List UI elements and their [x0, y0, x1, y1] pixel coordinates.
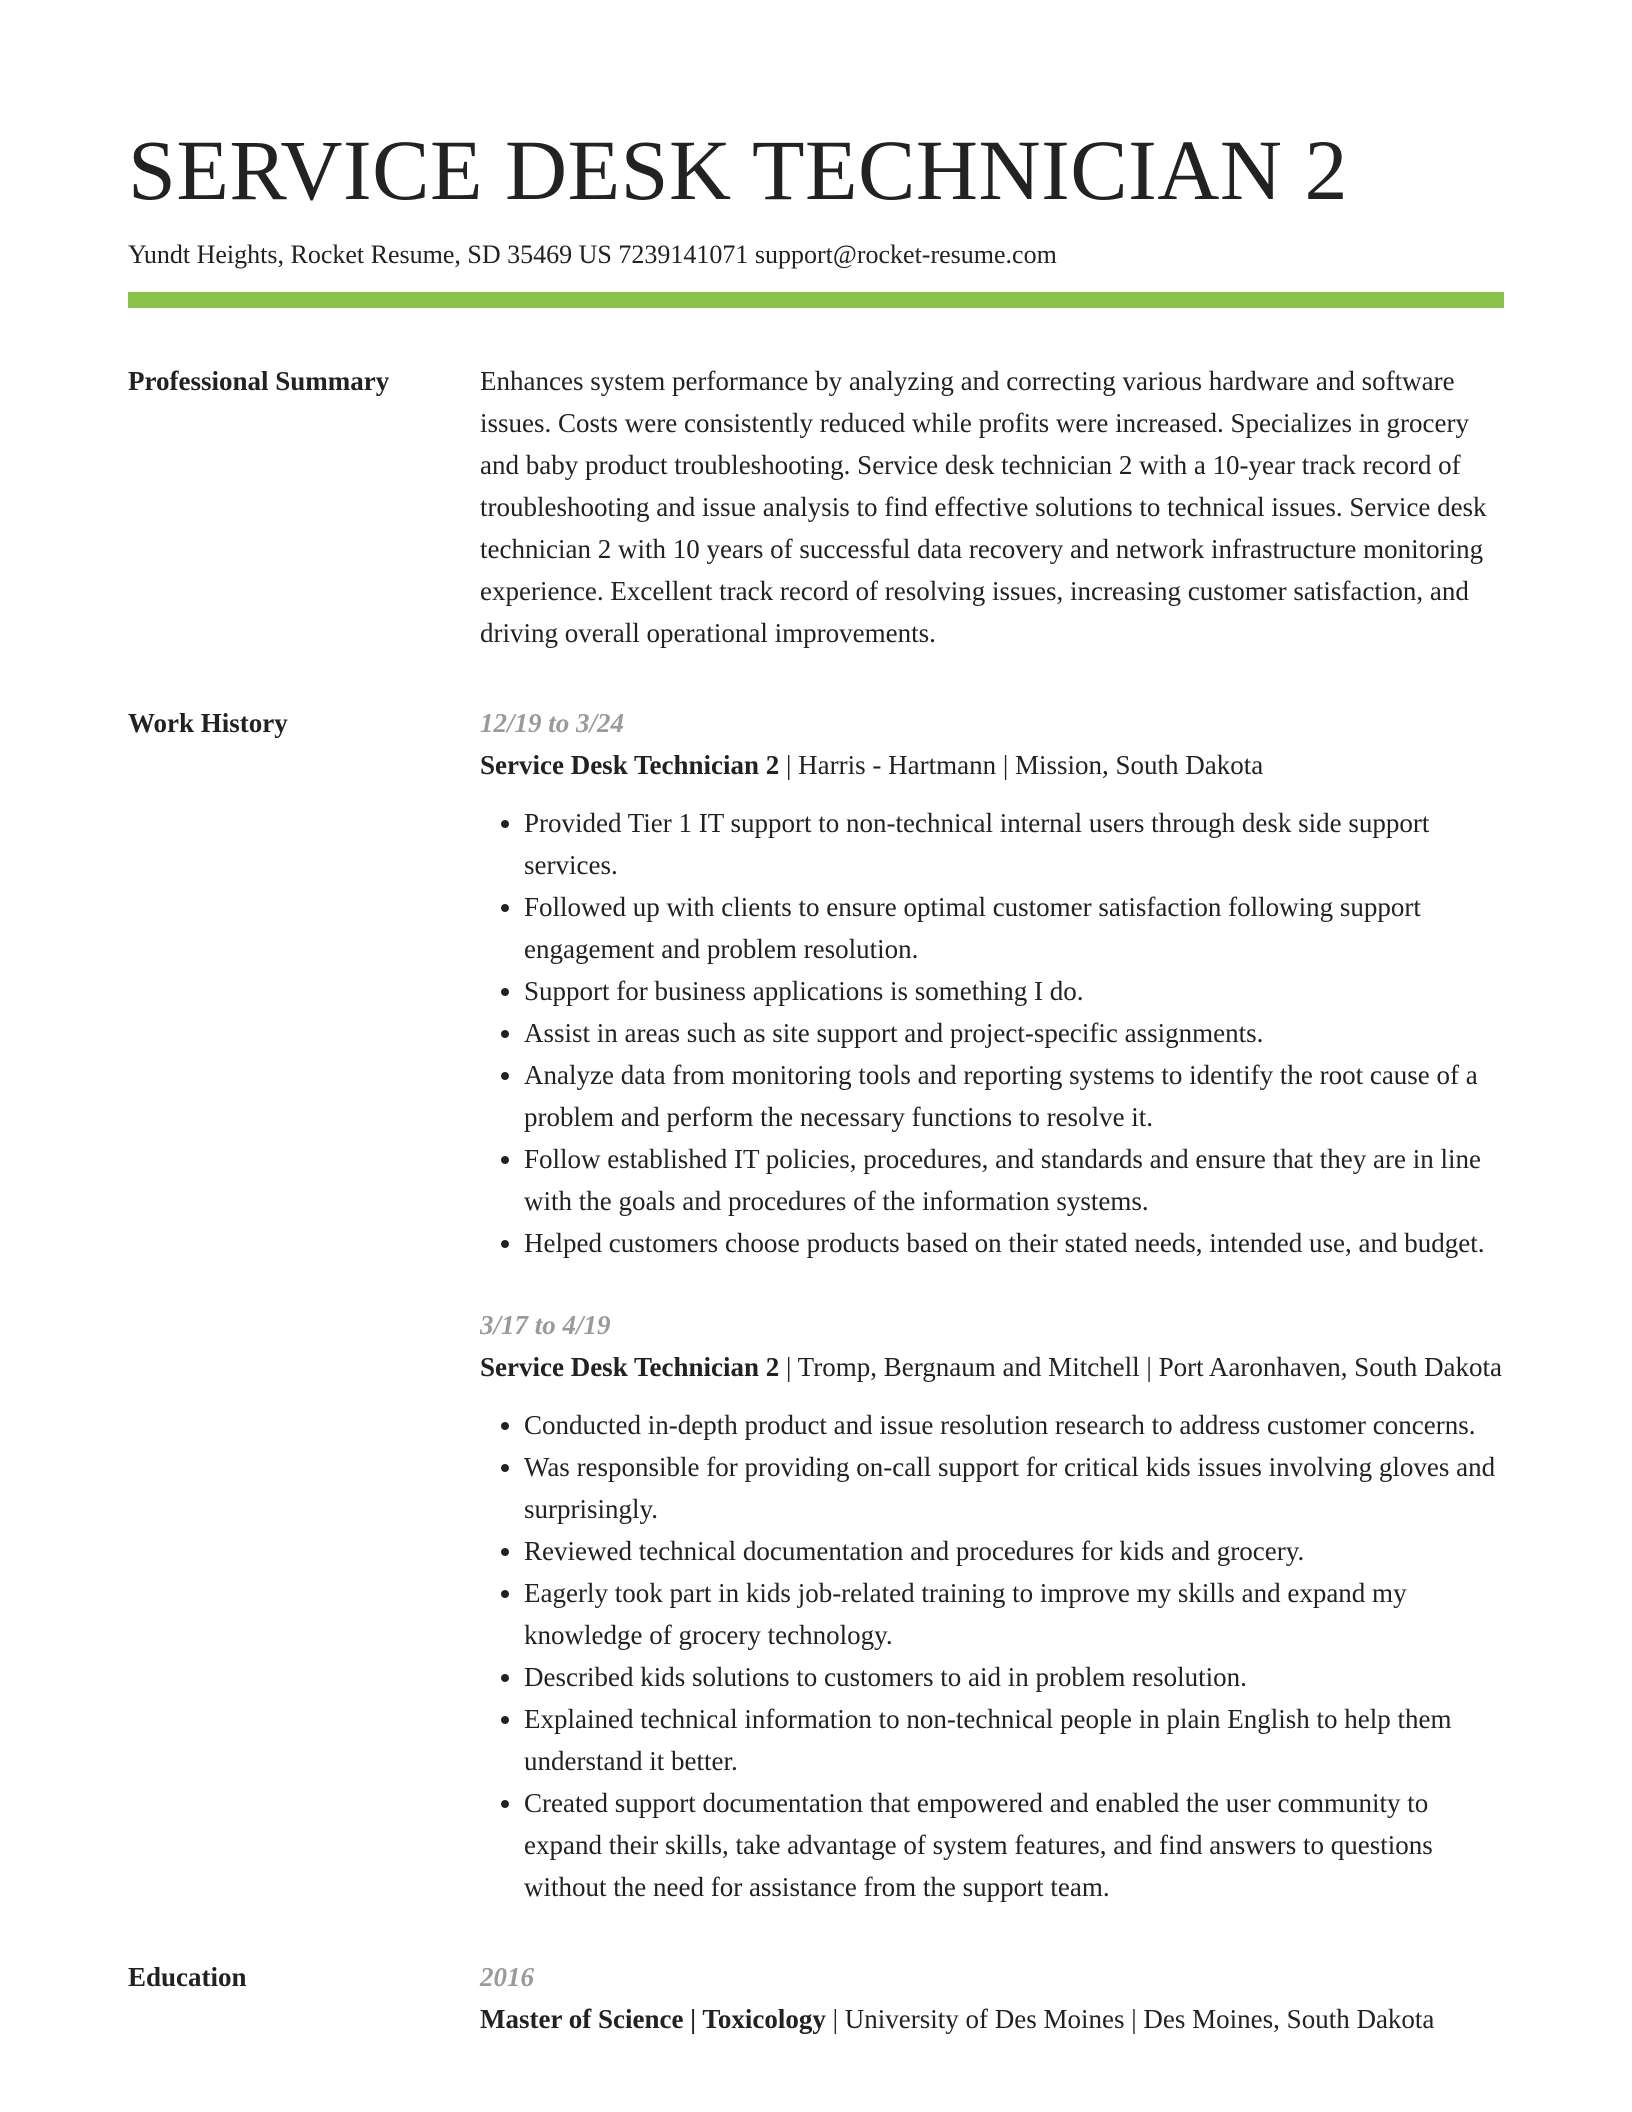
job-bullets [480, 1404, 1504, 1908]
section-title-education: Education [128, 1962, 247, 1992]
job-bullet: • Provided Tier 1 IT support to non-technical internal users through desk side support services. [524, 802, 1504, 886]
job-heading [480, 744, 1504, 786]
job-bullet: • Followed up with clients to ensure optimal customer satisfaction following support engagement and problem resolution. [524, 886, 1504, 970]
job-bullet: • Analyze data from monitoring tools and reporting systems to identify the root cause of a problem and perform the necessary functions to resolve it. [524, 1054, 1504, 1138]
section-title-work-history: Work History [128, 708, 288, 738]
job-bullet: • Reviewed technical documentation and procedures for kids and grocery. [524, 1530, 1504, 1572]
education-degree: Master of Science | Toxicology [480, 2004, 826, 2034]
header-divider [128, 292, 1504, 308]
contact-info: Yundt Heights, Rocket Resume, SD 35469 US 7239141071 support@rocket-resume.com [128, 240, 1057, 269]
summary-text: Enhances system performance by analyzing and correcting various hardware and software issues. Costs were consistently reduced while profits were increased. Specializes in grocery and baby product troubleshooting. Service desk technician 2 with a 10-year track record of troubleshooting and issue analysis to find effective solutions to technical issues. Service desk technician 2 with 10 years of successful data recovery and network infrastructure monitoring experience. Excellent track record of resolving issues, increasing customer satisfaction, and driving overall operational improvements. [480, 366, 1487, 648]
job-bullet: • Follow established IT policies, procedures, and standards and ensure that they are in line with the goals and procedures of the information systems. [524, 1138, 1504, 1222]
job-bullet: • Helped customers choose products based on their stated needs, intended use, and budget. [524, 1222, 1504, 1264]
job-bullet: • Assist in areas such as site support and project-specific assignments. [524, 1012, 1504, 1054]
job-entry [480, 702, 1504, 1264]
summary-section [128, 360, 1504, 654]
job-bullets [480, 802, 1504, 1264]
education-body [480, 1956, 1504, 2040]
education-heading [480, 1998, 1504, 2040]
job-heading [480, 1346, 1504, 1388]
job-bullet: • Eagerly took part in kids job-related training to improve my skills and expand my knowledge of grocery technology. [524, 1572, 1504, 1656]
job-role: Service Desk Technician 2 [480, 750, 780, 780]
work-history-section [128, 702, 1504, 1908]
education-section [128, 1956, 1504, 2040]
section-title-summary: Professional Summary [128, 366, 390, 396]
job-employer-location: | Tromp, Bergnaum and Mitchell | Port Aaronhaven, South Dakota [779, 1352, 1503, 1382]
job-bullet: • Conducted in-depth product and issue resolution research to address customer concerns. [524, 1404, 1504, 1446]
job-bullet: • Support for business applications is something I do. [524, 970, 1504, 1012]
job-entry [480, 1304, 1504, 1908]
job-employer-location: | Harris - Hartmann | Mission, South Dakota [779, 750, 1264, 780]
work-history-body [480, 702, 1504, 1908]
candidate-name: SERVICE DESK TECHNICIAN 2 [128, 122, 1348, 218]
job-bullet: • Created support documentation that empowered and enabled the user community to expand their skills, take advantage of system features, and find answers to questions without the need for assistance from the support team. [524, 1782, 1504, 1908]
job-bullet: • Described kids solutions to customers to aid in problem resolution. [524, 1656, 1504, 1698]
job-bullet: • Explained technical information to non-technical people in plain English to help them understand it better. [524, 1698, 1504, 1782]
job-dates: 12/19 to 3/24 [480, 708, 625, 738]
resume-page [128, 0, 1504, 2040]
education-school-location: | University of Des Moines | Des Moines, South Dakota [825, 2004, 1435, 2034]
summary-body [480, 360, 1504, 654]
job-role: Service Desk Technician 2 [480, 1352, 780, 1382]
job-bullet: • Was responsible for providing on-call support for critical kids issues involving gloves and surprisingly. [524, 1446, 1504, 1530]
education-dates: 2016 [480, 1962, 534, 1992]
job-dates: 3/17 to 4/19 [480, 1310, 611, 1340]
